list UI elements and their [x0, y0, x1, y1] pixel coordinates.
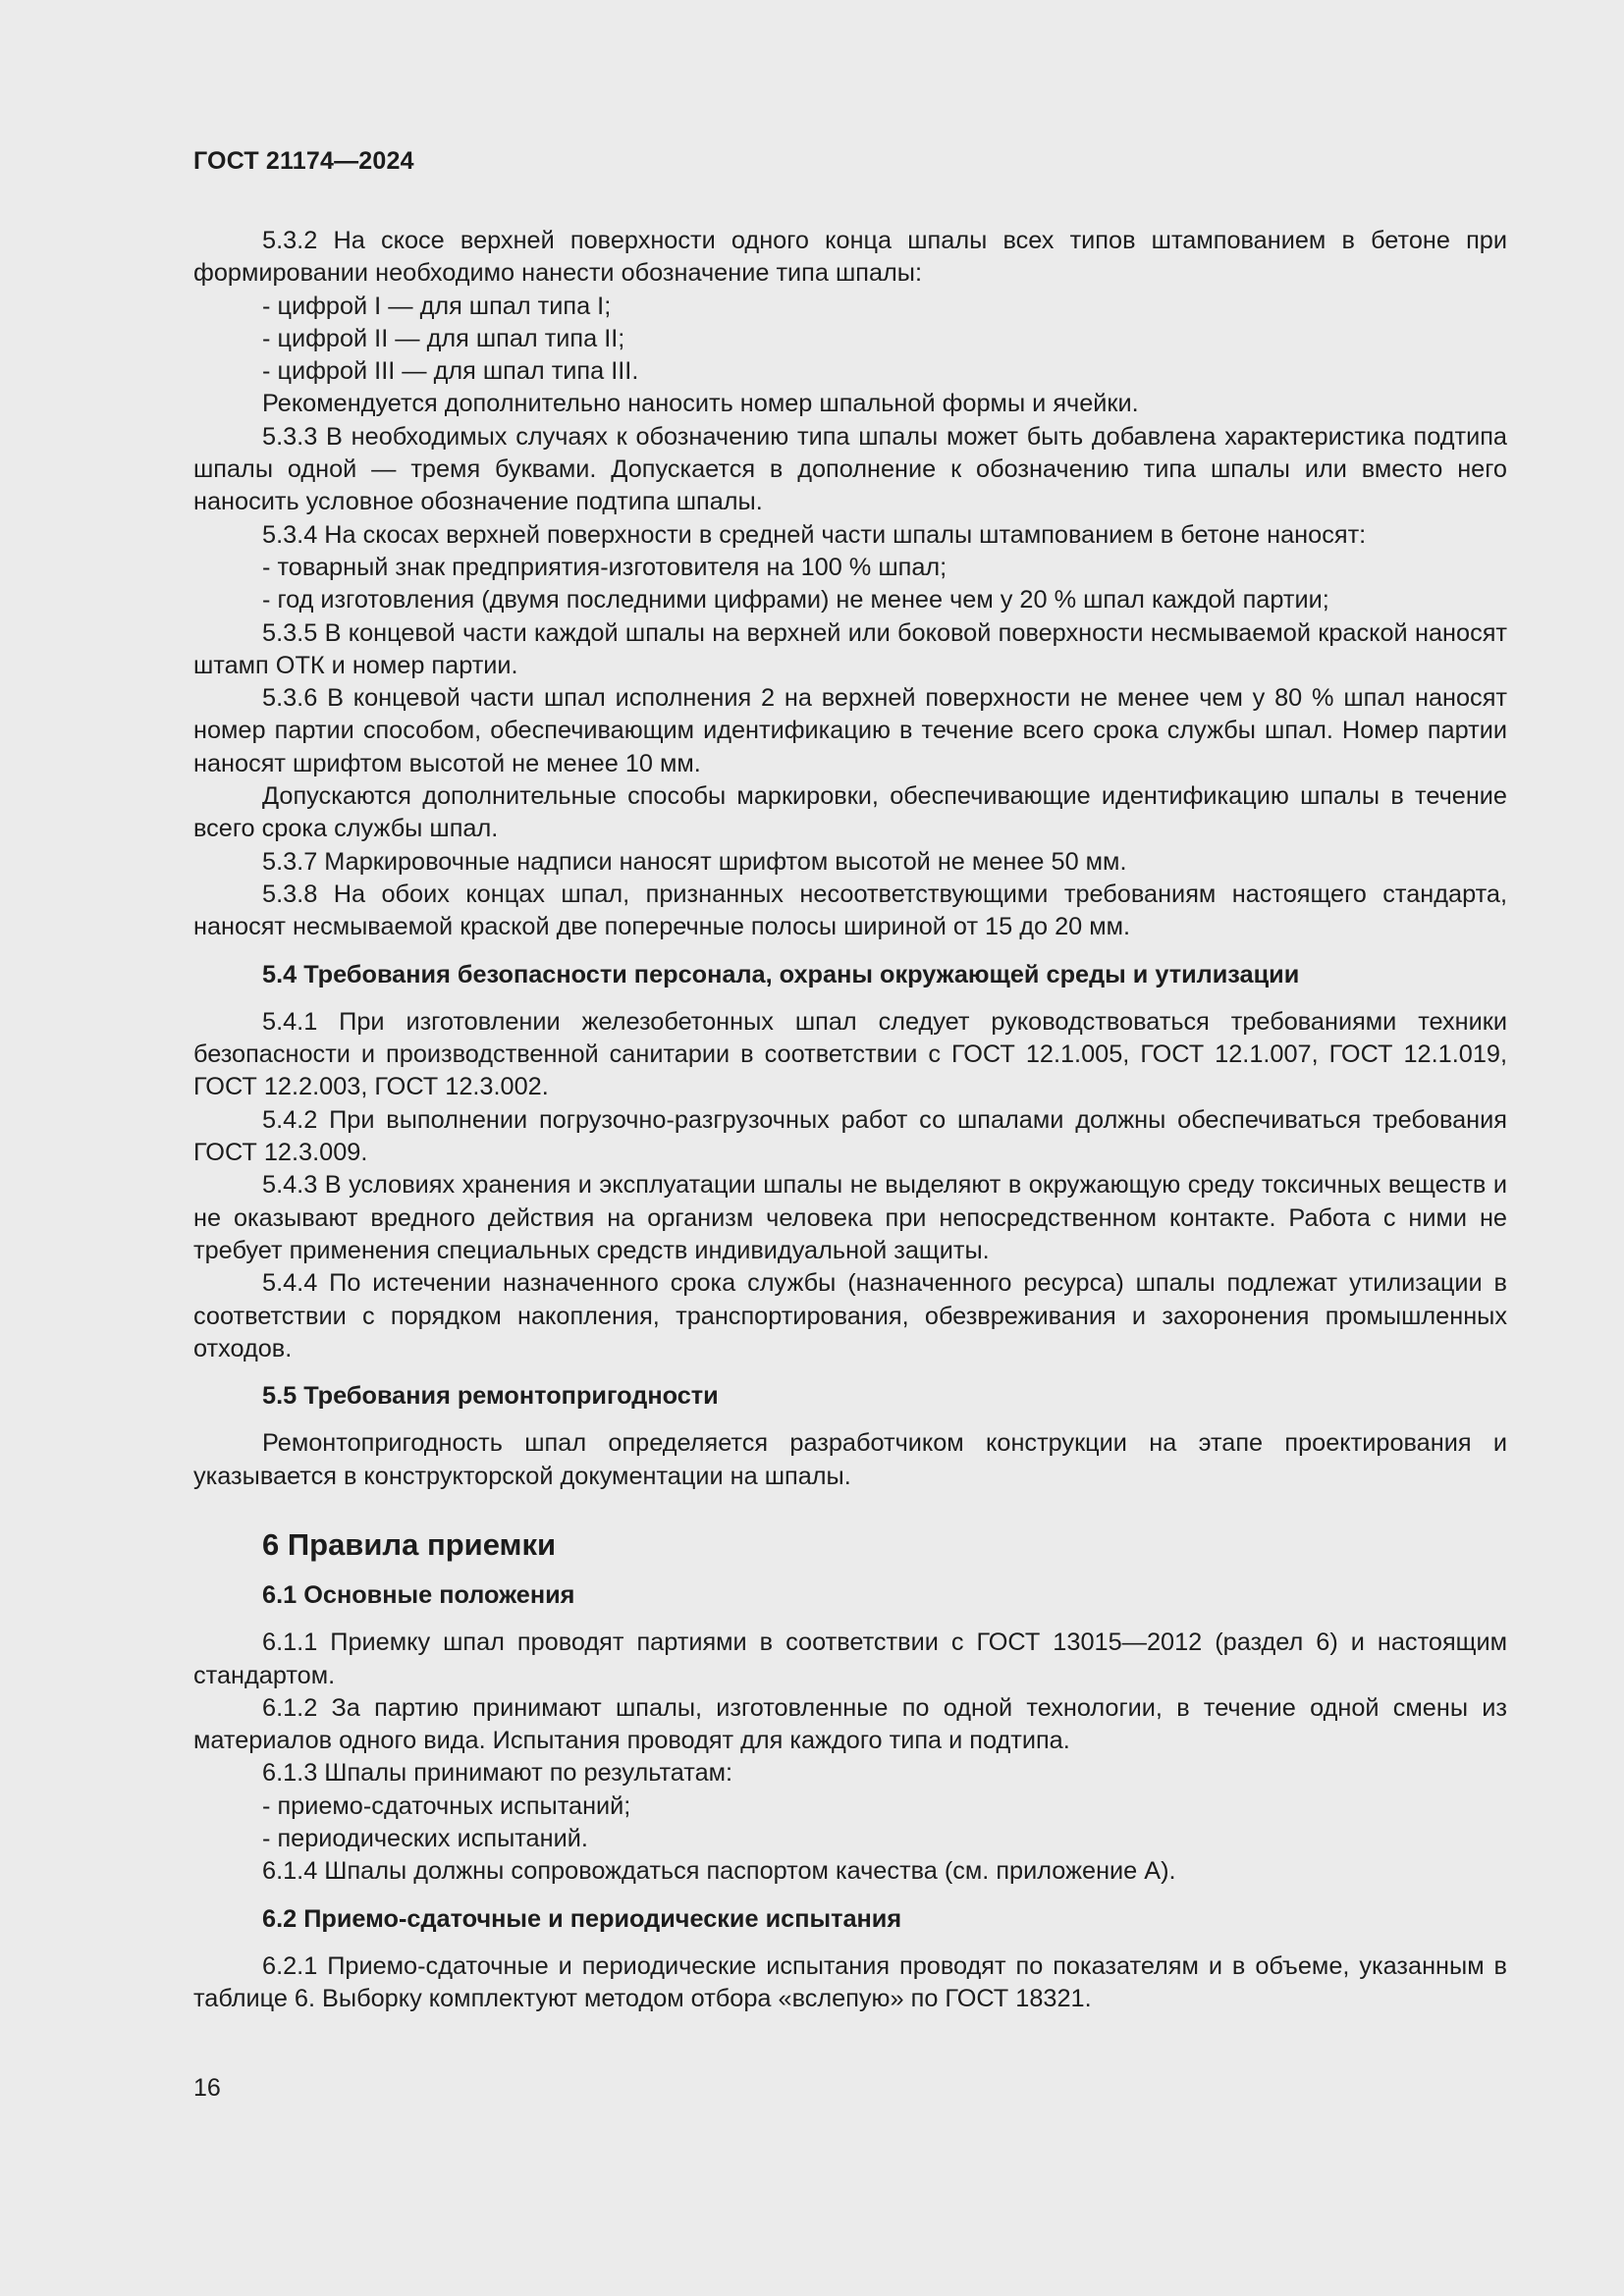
section-heading-5-4: 5.4 Требования безопасности персонала, охраны окружающей среды и утилизации: [262, 960, 1300, 988]
paragraph-5-3-6: 5.3.6 В концевой части шпал исполнения 2 на верхней поверхности не менее чем у 80 % шпал наносят номер партии способом, обеспечивающим идентификацию в течение всего срока службы шпал. Номер партии наносят шрифтом высотой не менее 10 мм.: [193, 684, 1507, 777]
paragraph-6-1-4: 6.1.4 Шпалы должны сопровождаться паспортом качества (см. приложение А).: [262, 1857, 1176, 1886]
paragraph-5-3-2: 5.3.2 На скосе верхней поверхности одного конца шпалы всех типов штампованием в бетоне при формировании необходимо нанести обозначение типа шпалы:: [193, 227, 1507, 288]
section-heading-6-1: 6.1 Основные положения: [262, 1580, 575, 1609]
section-heading-5-5: 5.5 Требования ремонтопригодности: [262, 1382, 719, 1411]
paragraph-5-4-3: 5.4.3 В условиях хранения и эксплуатации шпалы не выделяют в окружающую среду токсичных веществ и не оказывают вредного действия на организм человека при непосредственном контакте. Работа с ними не требует применения специальных средств индивидуальной защиты.: [193, 1171, 1507, 1264]
paragraph-5-3-6-additional: Допускаются дополнительные способы маркировки, обеспечивающие идентификацию шпалы в течение всего срока службы шпал.: [193, 782, 1507, 843]
paragraph-5-3-5: 5.3.5 В концевой части каждой шпалы на верхней или боковой поверхности несмываемой краской наносят штамп ОТК и номер партии.: [193, 618, 1507, 679]
list-item: - товарный знак предприятия-изготовителя на 100 % шпал;: [262, 553, 947, 581]
paragraph-5-4-1: 5.4.1 При изготовлении железобетонных шпал следует руководствоваться требованиями техники безопасности и производственной санитарии в соответствии с ГОСТ 12.1.005, ГОСТ 12.1.007, ГОСТ 12.1.019, ГОСТ 12.2.003, ГОСТ 12.3.002.: [193, 1007, 1507, 1101]
list-item: - год изготовления (двумя последними цифрами) не менее чем у 20 % шпал каждой партии;: [262, 586, 1329, 614]
paragraph-5-3-7: 5.3.7 Маркировочные надписи наносят шрифтом высотой не менее 50 мм.: [262, 847, 1127, 876]
paragraph-6-1-3: 6.1.3 Шпалы принимают по результатам:: [262, 1759, 733, 1788]
document-body: [193, 225, 1507, 2016]
paragraph-5-4-2: 5.4.2 При выполнении погрузочно-разгрузочных работ со шпалами должны обеспечиваться требования ГОСТ 12.3.009.: [193, 1105, 1507, 1167]
section-heading-6-2: 6.2 Приемо-сдаточные и периодические испытания: [262, 1904, 902, 1933]
paragraph-5-5: Ремонтопригодность шпал определяется разработчиком конструкции на этапе проектирования и указывается в конструкторской документации на шпалы.: [193, 1429, 1507, 1490]
paragraph-5-3-3: 5.3.3 В необходимых случаях к обозначению типа шпалы может быть добавлена характеристика подтипа шпалы одной — тремя буквами. Допускается в дополнение к обозначению типа шпалы или вместо него наносить условное обозначение подтипа шпалы.: [193, 422, 1507, 516]
paragraph-6-1-1: 6.1.1 Приемку шпал проводят партиями в соответствии с ГОСТ 13015—2012 (раздел 6) и настоящим стандартом.: [193, 1629, 1507, 1689]
paragraph-6-2-1: 6.2.1 Приемо-сдаточные и периодические испытания проводят по показателям и в объеме, указанным в таблице 6. Выборку комплектуют методом отбора «вслепую» по ГОСТ 18321.: [193, 1951, 1507, 2013]
list-item: - периодических испытаний.: [262, 1825, 588, 1853]
paragraph-6-1-2: 6.1.2 За партию принимают шпалы, изготовленные по одной технологии, в течение одной смены из материалов одного вида. Испытания проводят для каждого типа и подтипа.: [193, 1693, 1507, 1755]
list-item: - цифрой II — для шпал типа II;: [262, 324, 625, 352]
paragraph-5-4-4: 5.4.4 По истечении назначенного срока службы (назначенного ресурса) шпалы подлежат утилизации в соответствии с порядком накопления, транспортирования, обезвреживания и захоронения промышленных отходов.: [193, 1269, 1507, 1362]
paragraph-5-3-4: 5.3.4 На скосах верхней поверхности в средней части шпалы штампованием в бетоне наносят:: [262, 520, 1367, 549]
chapter-heading-6: 6 Правила приемки: [262, 1526, 557, 1562]
paragraph-5-3-8: 5.3.8 На обоих концах шпал, признанных несоответствующими требованиям настоящего стандарта, наносят несмываемой краской две поперечные полосы шириной от 15 до 20 мм.: [193, 880, 1507, 941]
list-item: - цифрой I — для шпал типа I;: [262, 292, 612, 320]
paragraph-recommendation: Рекомендуется дополнительно наносить номер шпальной формы и ячейки.: [262, 390, 1139, 418]
list-item: - цифрой III — для шпал типа III.: [262, 357, 639, 386]
page-number: 16: [193, 2074, 221, 2102]
list-item: - приемо-сдаточных испытаний;: [262, 1791, 631, 1820]
document-code-header: ГОСТ 21174—2024: [193, 147, 414, 175]
